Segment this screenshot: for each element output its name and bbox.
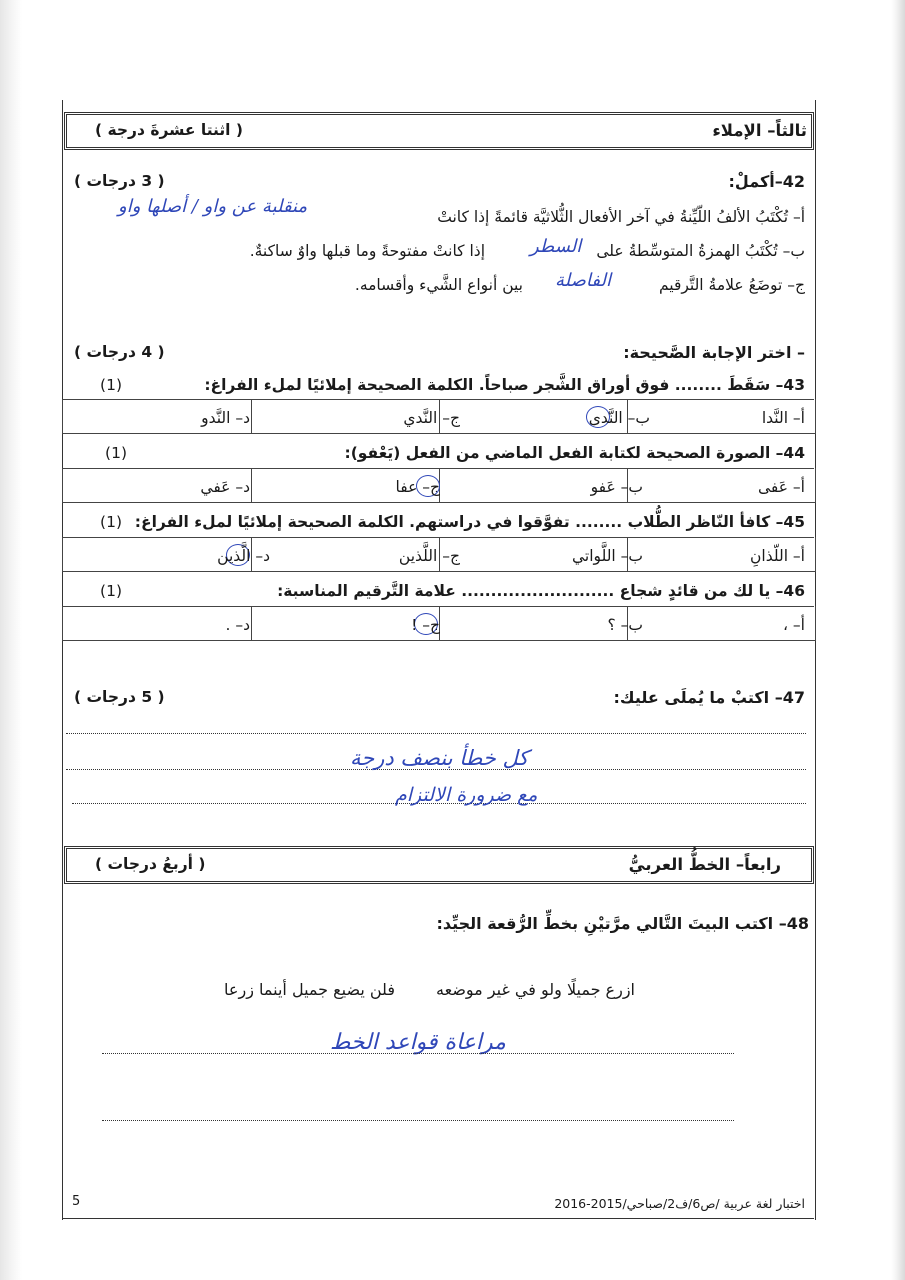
q43-option-a[interactable]: أ– النَّدا — [761, 409, 805, 427]
q48-handwriting: مراعاة قواعد الخط — [330, 1030, 506, 1055]
section3-header-box — [64, 112, 814, 150]
q44-option-d[interactable]: د– عَفي — [200, 478, 250, 496]
q46-text: 46– يا لك من قائدٍ شجاع .......................... علامة التَّرقيم المناسبة: — [277, 582, 805, 600]
q43-option-b[interactable]: ب– النَّدى — [588, 409, 650, 427]
q48-verse-right: ازرع جميلًا ولو في غير موضعه — [436, 980, 635, 999]
scan-edge-left — [0, 0, 22, 1280]
q42-c-answer: الفاصلة — [555, 270, 611, 291]
q46-option-a[interactable]: أ– ، — [783, 616, 805, 634]
section4-header-box — [64, 846, 814, 884]
q42-a-text: أ– تُكْتَبُ الألفُ اللّيِّنةُ في آخر الأفعال الثُّلاثيَّة قائمةً إذا كانتْ — [437, 208, 805, 226]
q45-option-d[interactable]: د– الَّذين — [217, 547, 270, 565]
q48-writing-line-2[interactable] — [102, 1120, 734, 1121]
q47-title: 47– اكتبْ ما يُملَى عليك: — [613, 688, 805, 707]
q45-text: 45– كافأ النّاظر الطُّلاب ........ تفوَّقوا في دراستهم. الكلمة الصحيحة إملائيًا لملء الفراغ: — [134, 513, 805, 531]
q44-points: (1) — [105, 444, 127, 462]
q43-divider-1 — [251, 399, 252, 433]
q44-option-b[interactable]: ب– عَفو — [590, 478, 643, 496]
q46-option-d[interactable]: د– . — [225, 616, 250, 634]
q44-text: 44– الصورة الصحيحة لكتابة الفعل الماضي من الفعل (يَعْفو): — [344, 444, 805, 462]
q45-points: (1) — [100, 513, 122, 531]
q42-b-text-end: إذا كانتْ مفتوحةً وما قبلها واوٌ ساكنةٌ. — [249, 242, 485, 260]
footer-rule — [62, 1218, 814, 1219]
q43-points: (1) — [100, 376, 122, 394]
q47-marks: ( 5 درجات ) — [74, 688, 165, 706]
q45-option-b[interactable]: ب– اللَّواتي — [572, 547, 643, 565]
section4-title: رابعاً– الخطُّ العربيُّ — [628, 855, 781, 874]
q47-dictation-line-1[interactable] — [66, 733, 806, 734]
q46-points: (1) — [100, 582, 122, 600]
q42-c-text-start: ج– توضَعُ علامةُ التَّرقيم — [658, 276, 805, 294]
q45-option-c[interactable]: ج– اللَّذين — [398, 547, 460, 565]
footer-exam-info: اختبار لغة عربية /ص6/ف2/صباحي/2015-2016 — [554, 1196, 805, 1211]
section4-marks: ( أربعُ درجات ) — [95, 855, 206, 873]
q42-a-answer: منقلبة عن واو / أصلها واو — [118, 196, 308, 217]
q47-handwriting-2: مع ضرورة الالتزام — [395, 784, 538, 806]
q42-c-text-end: بين أنواع الشَّيء وأقسامه. — [354, 276, 523, 294]
mcq-title: – اختر الإجابة الصَّحيحة: — [623, 343, 805, 362]
scan-edge-right — [891, 0, 905, 1280]
q48-verse-left: فلن يضيع جميل أينما زرعا — [224, 980, 395, 999]
section3-marks: ( اثنتا عشرةَ درجة ) — [95, 121, 243, 139]
q42-b-answer: السطر — [530, 236, 582, 257]
q44-option-a[interactable]: أ– عَفى — [758, 478, 805, 496]
q43-option-d[interactable]: د– النَّدو — [201, 409, 250, 427]
page-number: 5 — [72, 1194, 81, 1209]
q48-writing-line-1[interactable] — [102, 1053, 734, 1054]
q46-divider-1 — [251, 606, 252, 640]
q42-title: 42–أكملْ: — [728, 172, 805, 191]
q48-title: 48– اكتب البيتَ التَّالي مرَّتيْنِ بخطِّ الرُّقعة الجيِّد: — [436, 914, 809, 933]
q46-option-b[interactable]: ب– ؟ — [607, 616, 643, 634]
q46-option-c[interactable]: ج– ! — [411, 616, 440, 634]
q42-b-text-start: ب– تُكْتَبُ الهمزةُ المتوسِّطةُ على — [596, 242, 805, 260]
q43-text: 43– سَقَطَ ........ فوق أوراق الشَّجر صباحاً. الكلمة الصحيحة إملائيًا لملء الفراغ: — [204, 376, 805, 394]
q43-option-c[interactable]: ج– النَّدي — [403, 409, 460, 427]
section3-title: ثالثاً– الإملاء — [712, 121, 807, 140]
q45-option-a[interactable]: أ– اللّذانِ — [750, 547, 805, 565]
q44-option-c[interactable]: ج– عفا — [395, 478, 440, 496]
q47-handwriting-1: كل خطأ بنصف درجة — [350, 746, 529, 770]
mcq-marks: ( 4 درجات ) — [74, 343, 165, 361]
q44-divider-1 — [251, 468, 252, 502]
q42-marks: ( 3 درجات ) — [74, 172, 165, 190]
